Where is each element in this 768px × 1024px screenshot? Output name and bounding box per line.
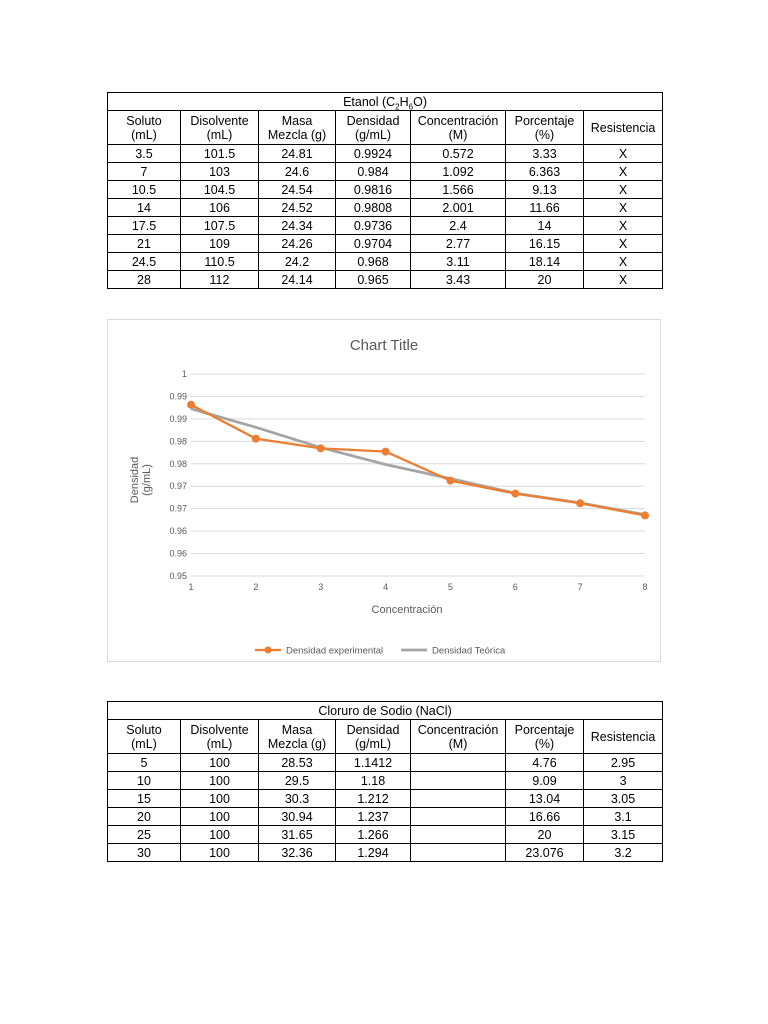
table-cell: 18.14 [506,253,584,271]
table-cell: 0.965 [336,271,411,289]
table-cell: 0.572 [411,145,506,163]
table-cell: 24.2 [259,253,336,271]
y-tick-label: 0.97 [169,503,187,514]
x-tick-label: 6 [512,582,518,592]
table-row [108,253,663,271]
y-tick-label: 0.96 [169,548,187,559]
table-cell: 24.34 [259,217,336,235]
table-cell: X [584,145,663,163]
table-cell: X [584,217,663,235]
table-cell: 13.04 [506,790,584,808]
table-cell: 10.5 [108,181,181,199]
table-cell: 1.566 [411,181,506,199]
etanol-header-row [108,111,663,145]
table-cell: 24.54 [259,181,336,199]
x-tick-label: 5 [447,582,453,592]
data-point [317,444,325,452]
table-row [108,217,663,235]
density-chart [107,319,661,662]
y-axis-title [129,457,153,503]
column-header: Soluto (mL) [108,111,181,145]
x-axis-title: Concentración [371,604,443,616]
table-cell: 32.36 [259,844,336,862]
data-point [511,490,519,498]
etanol-table [107,92,663,289]
table-cell: X [584,163,663,181]
table-cell: 20 [506,826,584,844]
y-tick-label: 0.98 [169,458,187,469]
table-cell: 24.5 [108,253,181,271]
legend-label: Densidad experimental [286,645,384,657]
table-cell: 20 [506,271,584,289]
x-tick-label: 1 [188,582,194,592]
table-cell: X [584,253,663,271]
table-cell: 20 [108,808,181,826]
nacl-table [107,701,663,862]
y-axis-title-line: Densidad [129,456,141,504]
table-cell: 28.53 [259,754,336,772]
table-cell: 15 [108,790,181,808]
table-cell: 107.5 [181,217,259,235]
table-row [108,145,663,163]
table-cell: 23.076 [506,844,584,862]
table-row [108,181,663,199]
table-cell: 24.52 [259,199,336,217]
table-cell: 21 [108,235,181,253]
table-cell: 1.1412 [336,754,411,772]
table-cell: 1.237 [336,808,411,826]
table-cell: 2.001 [411,199,506,217]
table-cell: 100 [181,844,259,862]
table-cell: 10 [108,772,181,790]
etanol-table-title: Etanol $(C_2H_6O)$ [108,93,663,111]
table-cell: 3.11 [411,253,506,271]
table-cell: 24.14 [259,271,336,289]
table-row [108,271,663,289]
table-cell: 112 [181,271,259,289]
table-cell: 1.092 [411,163,506,181]
y-tick-label: 0.97 [169,481,187,492]
table-cell: 2.77 [411,235,506,253]
table-cell: 103 [181,163,259,181]
table-cell: 9.09 [506,772,584,790]
table-cell: 24.26 [259,235,336,253]
table-cell: 29.5 [259,772,336,790]
column-header: Resistencia [584,111,663,145]
column-header: Concentración (M) [411,720,506,754]
table-cell: 30.94 [259,808,336,826]
table-cell: 25 [108,826,181,844]
table-cell: 0.9816 [336,181,411,199]
table-row [108,826,663,844]
table-cell: 0.9704 [336,235,411,253]
table-cell: 24.6 [259,163,336,181]
table-cell: 3.05 [584,790,663,808]
nacl-table-title: Cloruro de Sodio (NaCl) [108,702,663,720]
table-cell [411,826,506,844]
y-tick-label: 1 [181,369,187,379]
column-header: Densidad (g/mL) [336,111,411,145]
table-cell: 3 [584,772,663,790]
x-tick-label: 4 [383,582,389,592]
table-cell: 5 [108,754,181,772]
table-cell: 100 [181,808,259,826]
legend-label: Densidad Teórica [432,645,506,657]
table-cell: 3.33 [506,145,584,163]
table-cell: 14 [506,217,584,235]
data-point [187,401,195,409]
table-cell: 11.66 [506,199,584,217]
table-cell [411,790,506,808]
table-cell: 7 [108,163,181,181]
table-cell: 100 [181,826,259,844]
table-cell: 31.65 [259,826,336,844]
table-cell: 0.9736 [336,217,411,235]
table-row [108,199,663,217]
table-cell: 3.1 [584,808,663,826]
data-point [382,448,390,456]
table-cell: 1.294 [336,844,411,862]
table-cell: 0.9808 [336,199,411,217]
table-cell: X [584,271,663,289]
y-tick-label: 0.99 [169,413,187,424]
y-axis-title-line: (g/mL) [141,464,153,496]
table-cell [411,754,506,772]
x-tick-label: 7 [577,582,583,592]
table-cell: 1.18 [336,772,411,790]
table-cell: 3.2 [584,844,663,862]
table-cell: 3.43 [411,271,506,289]
table-cell: 1.212 [336,790,411,808]
y-tick-label: 0.98 [169,436,187,447]
table-cell: 24.81 [259,145,336,163]
column-header: Porcentaje (%) [506,720,584,754]
table-cell: 104.5 [181,181,259,199]
column-header: Disolvente (mL) [181,720,259,754]
column-header: Porcentaje (%) [506,111,584,145]
table-cell: X [584,235,663,253]
table-cell: 2.95 [584,754,663,772]
table-cell: 0.984 [336,163,411,181]
table-row [108,163,663,181]
table-cell: 30 [108,844,181,862]
table-cell: X [584,199,663,217]
data-point [252,435,260,443]
y-tick-label: 0.95 [169,571,187,581]
table-row [108,844,663,862]
table-row [108,790,663,808]
nacl-header-row [108,720,663,754]
column-header: Densidad (g/mL) [336,720,411,754]
table-cell: 30.3 [259,790,336,808]
column-header: Disolvente (mL) [181,111,259,145]
data-point [576,499,584,507]
table-cell: 101.5 [181,145,259,163]
table-cell [411,772,506,790]
chart-title: Chart Title [349,337,419,354]
table-cell: 3.15 [584,826,663,844]
column-header: Masa Mezcla (g) [259,111,336,145]
table-cell: 28 [108,271,181,289]
table-cell: 100 [181,772,259,790]
table-cell: 9.13 [506,181,584,199]
density-chart-svg [108,320,660,661]
table-cell: 16.15 [506,235,584,253]
table-cell: 2.4 [411,217,506,235]
table-row [108,772,663,790]
series-line-teorica [191,409,645,515]
table-cell: 6.363 [506,163,584,181]
column-header: Resistencia [584,720,663,754]
series-line-experimental [191,405,645,516]
y-tick-label: 0.96 [169,526,187,537]
table-cell: 0.9924 [336,145,411,163]
table-cell [411,844,506,862]
table-cell: 3.5 [108,145,181,163]
table-cell: 100 [181,790,259,808]
table-cell: 17.5 [108,217,181,235]
table-cell: 100 [181,754,259,772]
table-cell: 0.968 [336,253,411,271]
data-point [641,511,649,519]
table-cell: 1.266 [336,826,411,844]
table-cell: 4.76 [506,754,584,772]
column-header: Concentración (M) [411,111,506,145]
table-row [108,235,663,253]
table-cell: X [584,181,663,199]
column-header: Masa Mezcla (g) [259,720,336,754]
table-cell: 109 [181,235,259,253]
data-point [446,477,454,485]
legend-marker [265,647,272,654]
table-cell: 16.66 [506,808,584,826]
table-row [108,754,663,772]
table-cell: 106 [181,199,259,217]
x-tick-label: 8 [642,582,648,592]
table-row [108,808,663,826]
table-cell: 14 [108,199,181,217]
table-cell [411,808,506,826]
x-tick-label: 2 [253,582,259,592]
column-header: Soluto (mL) [108,720,181,754]
table-cell: 110.5 [181,253,259,271]
x-tick-label: 3 [318,582,324,592]
y-tick-label: 0.99 [169,391,187,402]
